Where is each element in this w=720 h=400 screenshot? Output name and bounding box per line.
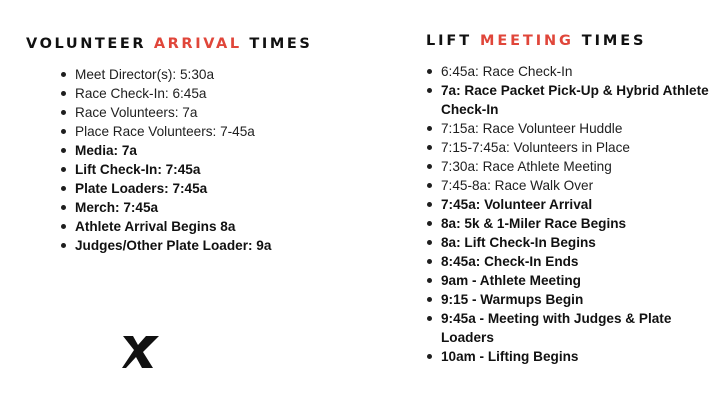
list-item: 6:45a: Race Check-In (441, 62, 716, 81)
list-item: Meet Director(s): 5:30a (75, 65, 366, 84)
heading-suffix: TIMES (241, 36, 313, 52)
list-item: Media: 7a (75, 141, 366, 160)
volunteer-arrival-list (26, 65, 366, 255)
heading-accent: MEETING (479, 33, 574, 49)
list-item: 8a: Lift Check-In Begins (441, 233, 716, 252)
list-item: Lift Check-In: 7:45a (75, 160, 366, 179)
list-item: 7:45a: Volunteer Arrival (441, 195, 716, 214)
heading-prefix: VOLUNTEER (26, 36, 154, 52)
list-item: Plate Loaders: 7:45a (75, 179, 366, 198)
list-item: Athlete Arrival Begins 8a (75, 217, 366, 236)
list-item: Place Race Volunteers: 7-45a (75, 122, 366, 141)
list-item: Race Volunteers: 7a (75, 103, 366, 122)
list-item: Race Check-In: 6:45a (75, 84, 366, 103)
list-item: 9:15 - Warmups Begin (441, 290, 716, 309)
list-item: 8a: 5k & 1-Miler Race Begins (441, 214, 716, 233)
lift-meeting-list (426, 62, 716, 366)
list-item: Merch: 7:45a (75, 198, 366, 217)
list-item: 7a: Race Packet Pick-Up & Hybrid Athlete Check-In (441, 81, 716, 119)
list-item: 7:15-7:45a: Volunteers in Place (441, 138, 716, 157)
heading-accent: ARRIVAL (153, 36, 242, 52)
x-logo-icon (122, 336, 160, 368)
list-item: Judges/Other Plate Loader: 9a (75, 236, 366, 255)
heading-prefix: LIFT (426, 33, 480, 49)
list-item: 10am - Lifting Begins (441, 347, 716, 366)
heading-suffix: TIMES (573, 33, 647, 49)
volunteer-arrival-heading (26, 36, 366, 52)
lift-meeting-heading (426, 33, 716, 49)
list-item: 9:45a - Meeting with Judges & Plate Loaders (441, 309, 716, 347)
lift-meeting-section (426, 33, 716, 366)
list-item: 8:45a: Check-In Ends (441, 252, 716, 271)
list-item: 9am - Athlete Meeting (441, 271, 716, 290)
list-item: 7:30a: Race Athlete Meeting (441, 157, 716, 176)
list-item: 7:45-8a: Race Walk Over (441, 176, 716, 195)
volunteer-arrival-section (26, 36, 366, 255)
list-item: 7:15a: Race Volunteer Huddle (441, 119, 716, 138)
